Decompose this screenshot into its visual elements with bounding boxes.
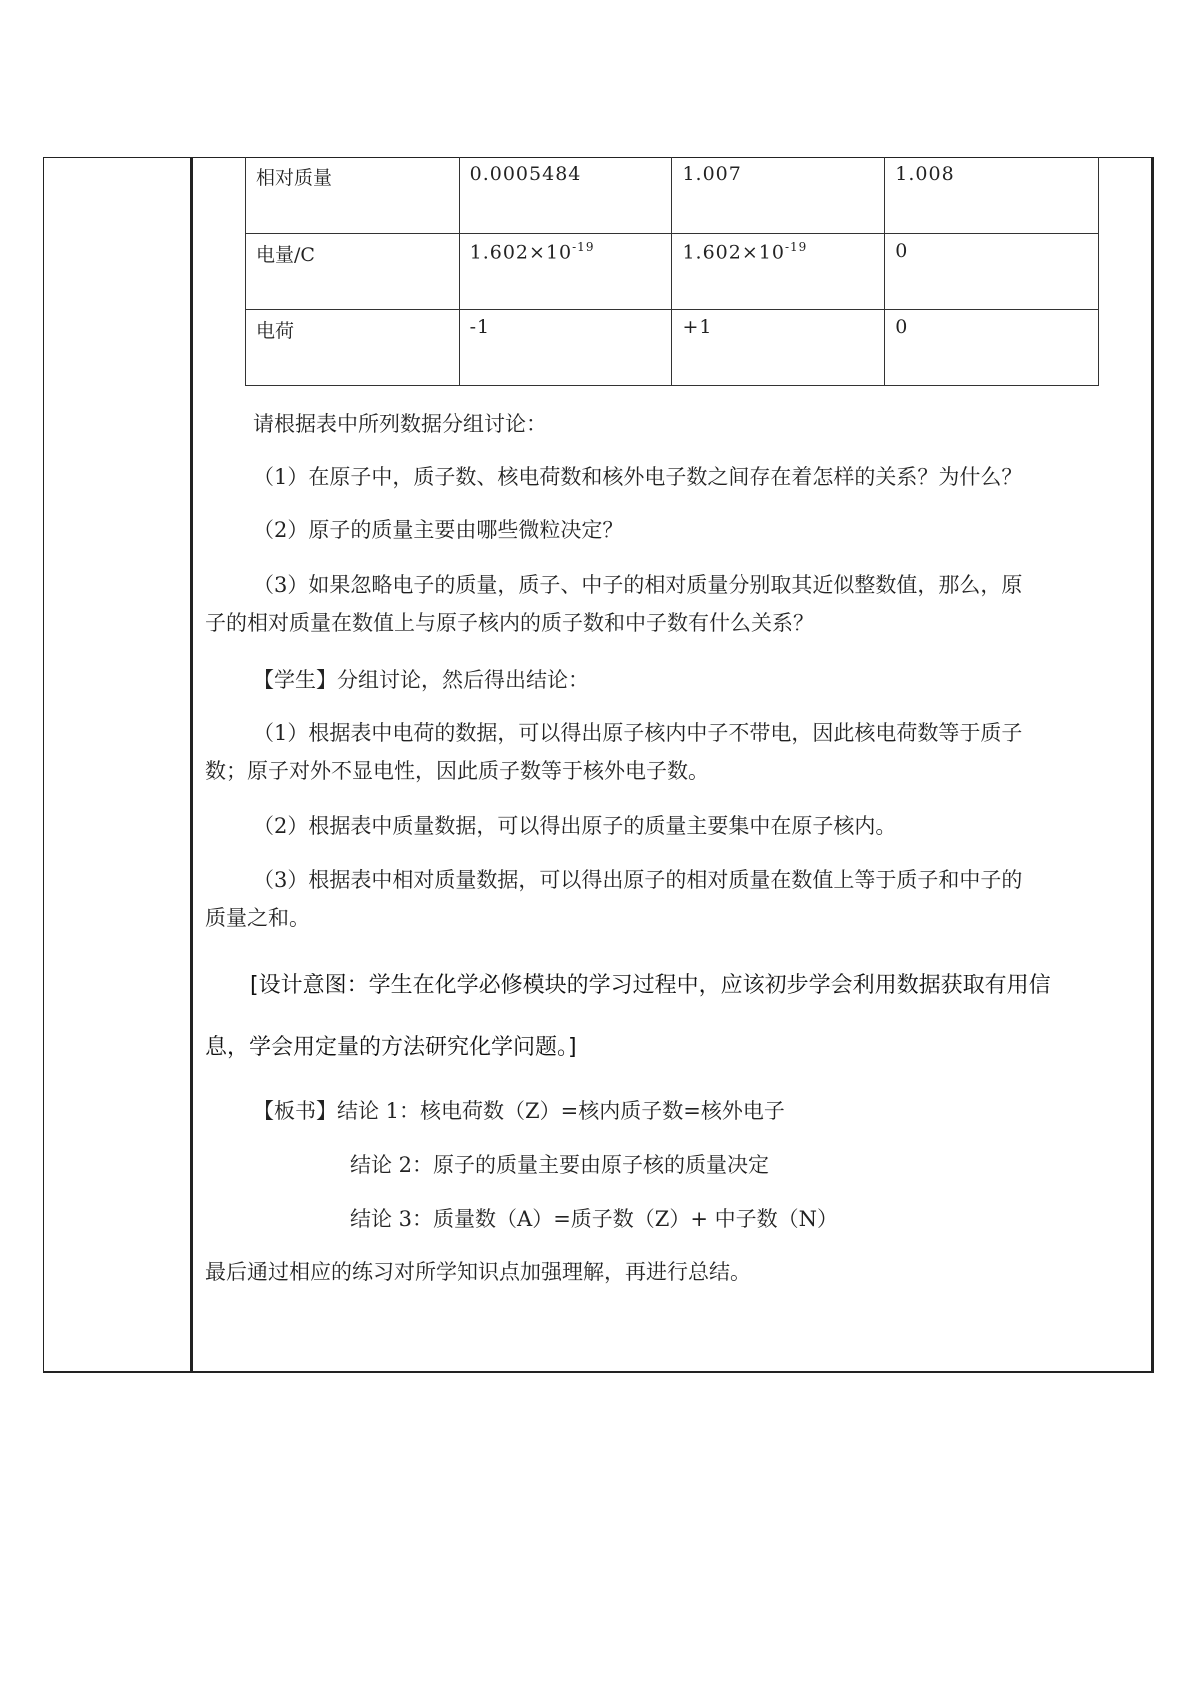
neutron-value: 1.008 bbox=[885, 157, 1099, 233]
table-row-charge bbox=[246, 309, 1099, 385]
table-row-charge-quantity bbox=[246, 233, 1099, 309]
neutron-value: 0 bbox=[885, 309, 1099, 385]
row-label: 相对质量 bbox=[246, 157, 460, 233]
closing-summary: 最后通过相应的练习对所学知识点加强理解，再进行总结。 bbox=[205, 1260, 751, 1284]
outer-table-column-divider bbox=[190, 157, 193, 1372]
board-conclusion-1: 【板书】结论 1：核电荷数（Z）=核内质子数=核外电子 bbox=[253, 1099, 785, 1123]
electron-value: -1 bbox=[459, 309, 672, 385]
student-answer-3-line-1: （3）根据表中相对质量数据，可以得出原子的相对质量在数值上等于质子和中子的 bbox=[253, 868, 1023, 892]
board-conclusion-3: 结论 3：质量数（A）=质子数（Z）+ 中子数（N） bbox=[350, 1207, 839, 1231]
neutron-value: 0 bbox=[885, 233, 1099, 309]
student-answer-1-line-2: 数；原子对外不显电性，因此质子数等于核外电子数。 bbox=[205, 759, 709, 783]
board-conclusion-2: 结论 2：原子的质量主要由原子核的质量决定 bbox=[350, 1153, 770, 1177]
electron-value: $1.602\times 10^{-19}$ bbox=[459, 233, 672, 309]
outer-table-left-border bbox=[43, 157, 44, 1372]
electron-value: 0.0005484 bbox=[459, 157, 672, 233]
row-label: 电量/C bbox=[246, 233, 460, 309]
discussion-question-1: （1）在原子中，质子数、核电荷数和核外电子数之间存在着怎样的关系？为什么？ bbox=[253, 465, 1023, 489]
discussion-intro: 请根据表中所列数据分组讨论： bbox=[253, 412, 547, 436]
student-answer-2: （2）根据表中质量数据，可以得出原子的质量主要集中在原子核内。 bbox=[253, 814, 897, 838]
student-intro: 【学生】分组讨论，然后得出结论： bbox=[253, 668, 589, 692]
student-answer-1-line-1: （1）根据表中电荷的数据，可以得出原子核内中子不带电，因此核电荷数等于质子 bbox=[253, 721, 1023, 745]
outer-table-bottom-border bbox=[43, 1371, 1154, 1373]
proton-value: +1 bbox=[672, 309, 885, 385]
design-intent-line-1: [设计意图：学生在化学必修模块的学习过程中，应该初步学会利用数据获取有用信 bbox=[250, 973, 1051, 998]
particle-properties-table bbox=[245, 157, 1099, 386]
discussion-question-3-line-1: （3）如果忽略电子的质量，质子、中子的相对质量分别取其近似整数值，那么，原 bbox=[253, 573, 1023, 597]
row-label: 电荷 bbox=[246, 309, 460, 385]
discussion-question-3-line-2: 子的相对质量在数值上与原子核内的质子数和中子数有什么关系？ bbox=[205, 611, 814, 635]
outer-table-right-border bbox=[1151, 157, 1154, 1372]
design-intent-line-2: 息，学会用定量的方法研究化学问题。] bbox=[205, 1035, 577, 1060]
discussion-question-2: （2）原子的质量主要由哪些微粒决定？ bbox=[253, 518, 624, 542]
proton-value: $1.602\times 10^{-19}$ bbox=[672, 233, 885, 309]
proton-value: 1.007 bbox=[672, 157, 885, 233]
student-answer-3-line-2: 质量之和。 bbox=[205, 906, 310, 930]
table-row-relative-mass bbox=[246, 157, 1099, 233]
